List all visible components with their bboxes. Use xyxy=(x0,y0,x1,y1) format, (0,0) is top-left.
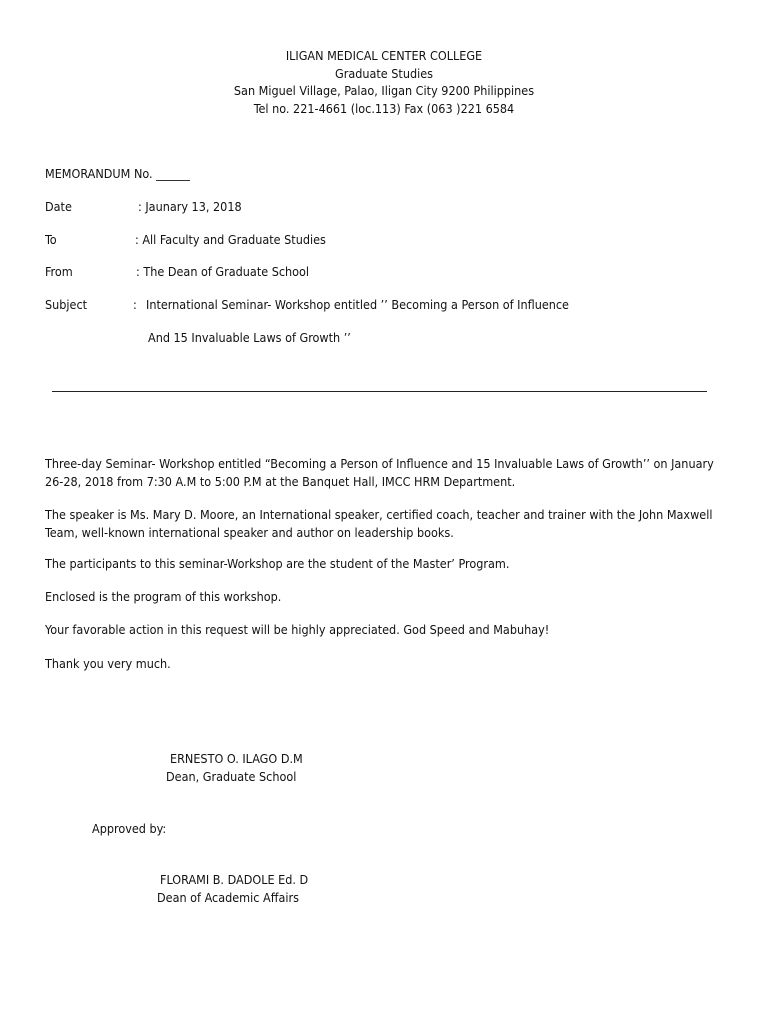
approver-name: FLORAMI B. DADOLE Ed. D xyxy=(160,872,309,887)
letterhead xyxy=(0,47,768,117)
subject-line-2: And 15 Invaluable Laws of Growth ’’ xyxy=(148,330,351,345)
body-paragraph-participants: The participants to this seminar-Workshop are the student of the Master’ Program. xyxy=(45,556,510,571)
body-paragraph-thanks: Thank you very much. xyxy=(45,656,171,671)
body-paragraph-seminar: Three-day Seminar- Workshop entitled “Becoming a Person of Influence and 15 Invaluable Laws of Growth’’ on January 26-28, 2018 from 7:30 A.M to 5:00 P.M at the Banquet Hall, IMCC HRM Department. xyxy=(45,456,714,489)
body-paragraph-request: Your favorable action in this request will be highly appreciated. God Speed and Mabuhay! xyxy=(45,622,550,637)
from-value: : The Dean of Graduate School xyxy=(136,264,310,279)
signatory-title: Dean, Graduate School xyxy=(166,769,297,784)
department-name: Graduate Studies xyxy=(334,65,433,81)
institution-address: San Miguel Village, Palao, Iligan City 9200 Philippines xyxy=(233,83,535,98)
date-value: : Jaunary 13, 2018 xyxy=(138,199,242,214)
subject-label: Subject xyxy=(45,297,88,312)
institution-name: ILIGAN MEDICAL CENTER COLLEGE xyxy=(285,48,483,63)
date-label: Date xyxy=(45,199,72,214)
body-paragraph-speaker: The speaker is Ms. Mary D. Moore, an International speaker, certified coach, teacher and trainer with the John Maxwell Team, well-known international speaker and author on leadership books. xyxy=(45,507,713,540)
to-value: : All Faculty and Graduate Studies xyxy=(135,232,326,247)
approved-by-label: Approved by: xyxy=(92,821,167,836)
to-label: To xyxy=(45,232,57,247)
divider-line xyxy=(52,391,707,392)
memo-number: MEMORANDUM No. ______ xyxy=(45,166,190,181)
signatory-name: ERNESTO O. ILAGO D.M xyxy=(170,751,303,766)
subject-line-1: International Seminar- Workshop entitled ’’ Becoming a Person of Influence xyxy=(146,297,569,312)
approver-title: Dean of Academic Affairs xyxy=(157,890,299,905)
body-paragraph-enclosed: Enclosed is the program of this workshop. xyxy=(45,589,282,604)
subject-colon: : xyxy=(133,297,137,312)
from-label: From xyxy=(45,264,73,279)
institution-contact: Tel no. 221-4661 (loc.113) Fax (063 )221 6584 xyxy=(253,100,515,116)
